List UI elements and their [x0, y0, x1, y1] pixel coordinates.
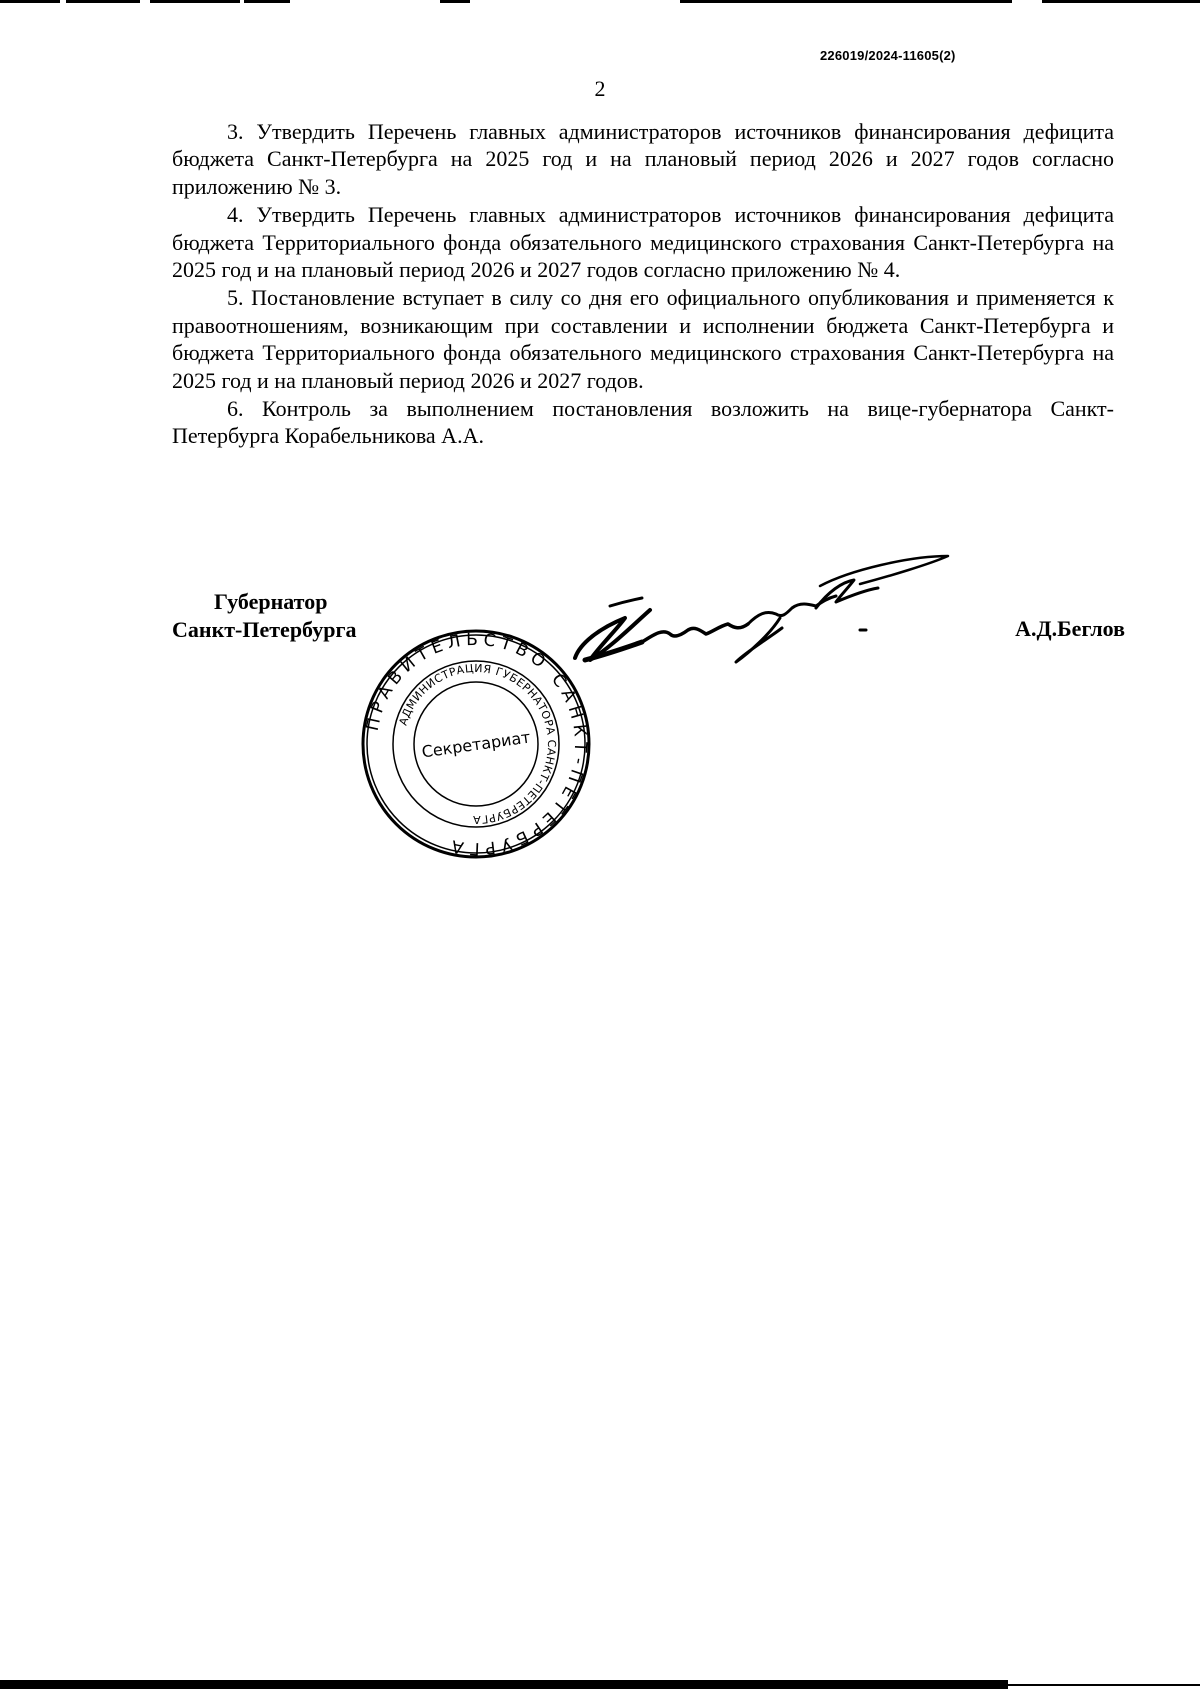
svg-text:ПРАВИТЕЛЬСТВО САНКТ-ПЕТЕРБУРГА: ПРАВИТЕЛЬСТВО САНКТ-ПЕТЕРБУРГА: [362, 629, 591, 859]
paragraph-4: 4. Утвердить Перечень главных администраторов источников финансирования дефицита бюджета Территориального фонда обязательного медицинского страхования Санкт-Петербурга на 2025 год и на плановый период 2026 и 2027 годов согласно приложению № 4.: [172, 202, 1114, 283]
scan-edge-bottom: [0, 1680, 1008, 1689]
scan-edge-gap: [290, 0, 440, 3]
paragraph-6: 6. Контроль за выполнением постановления возложить на вице-губернатора Санкт-Петербурга Корабельникова А.А.: [172, 396, 1114, 449]
official-seal: [360, 628, 592, 860]
svg-text:АДМИНИСТРАЦИЯ ГУБЕРНАТОРА САНК: АДМИНИСТРАЦИЯ ГУБЕРНАТОРА САНКТ-ПЕТЕРБУРГА: [396, 661, 559, 827]
paragraph-5: 5. Постановление вступает в силу со дня его официального опубликования и применяется к правоотношениям, возникающим при составлении и исполнении бюджета Санкт-Петербурга и бюджета Территориального фонда обязательного медицинского страхования Санкт-Петербурга на 2025 год и на плановый период 2026 и 2027 годов.: [172, 285, 1114, 393]
scan-edge-gap: [1012, 0, 1042, 3]
page-number: 2: [594, 76, 606, 101]
handwritten-signature: [570, 548, 960, 678]
svg-text:Секретариат: Секретариат: [420, 727, 532, 762]
scan-edge-gap: [60, 0, 66, 3]
scan-edge-gap: [470, 0, 680, 3]
signatory-title: [172, 588, 392, 644]
scan-edge-gap: [140, 0, 150, 3]
scan-edge-bottom-thin: [1008, 1684, 1200, 1686]
signatory-title-line2: Санкт-Петербурга: [172, 617, 357, 642]
signatory-name: А.Д.Беглов: [1015, 616, 1125, 641]
signatory-title-line1: Губернатор: [214, 589, 328, 614]
scan-edge-gap: [240, 0, 244, 3]
paragraph-3: 3. Утвердить Перечень главных администраторов источников финансирования дефицита бюджета Санкт-Петербурга на 2025 год и на плановый период 2026 и 2027 годов согласно приложению № 3.: [172, 119, 1114, 199]
document-body: [172, 118, 1114, 450]
document-number: 226019/2024-11605(2): [820, 48, 956, 63]
